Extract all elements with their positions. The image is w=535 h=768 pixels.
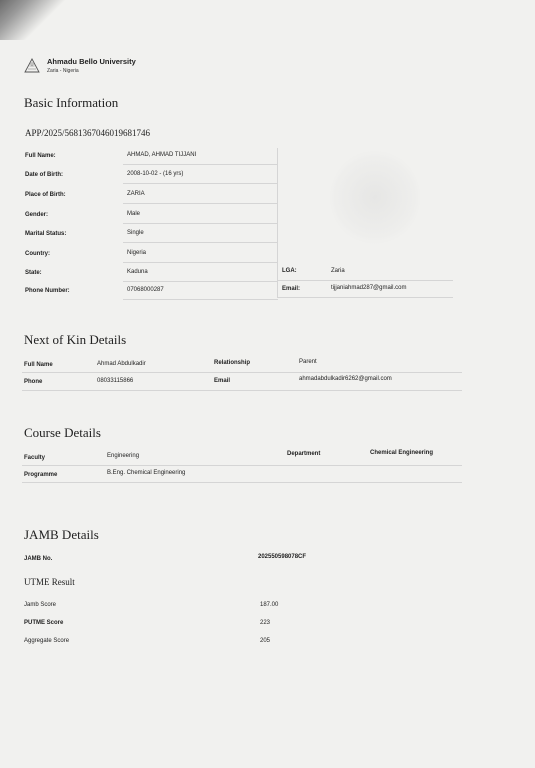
score-value: 223 <box>260 620 271 626</box>
kin-phone-value: 08033115866 <box>97 378 134 384</box>
basic-field-label: Marital Status: <box>25 231 67 237</box>
row-divider <box>123 281 278 282</box>
basic-field-value: 2008-10-02 - (16 yrs) <box>127 171 184 177</box>
basic-field-value: Male <box>127 211 141 217</box>
utme-result-heading: UTME Result <box>24 577 75 587</box>
basic-field-value: Kaduna <box>127 269 148 275</box>
score-label: Aggregate Score <box>24 638 70 644</box>
basic-field-value: ZARIA <box>127 191 145 197</box>
score-value: 205 <box>260 638 271 644</box>
university-name: Ahmadu Bello University <box>47 57 136 66</box>
column-divider <box>277 148 278 298</box>
basic-field-label: Place of Birth: <box>25 192 66 198</box>
row-divider <box>22 390 462 391</box>
score-label: PUTME Score <box>24 620 64 626</box>
basic-field-label: Gender: <box>25 212 49 218</box>
row-divider <box>123 183 278 184</box>
department-value: Chemical Engineering <box>370 450 434 456</box>
basic-field-value: AHMAD, AHMAD TIJJANI <box>127 152 197 158</box>
kin-phone-label: Phone <box>24 379 43 385</box>
course-details-heading: Course Details <box>24 425 101 440</box>
next-of-kin-heading: Next of Kin Details <box>24 332 127 347</box>
kin-relationship-value: Parent <box>299 359 317 365</box>
score-value: 187.00 <box>260 602 279 608</box>
kin-email-value: ahmadabdulkadir6262@gmail.com <box>299 376 392 382</box>
basic-field-label: Full Name: <box>25 153 56 159</box>
programme-value: B.Eng. Chemical Engineering <box>107 470 186 476</box>
score-label: Jamb Score <box>24 602 57 608</box>
row-divider <box>123 299 278 300</box>
faculty-label: Faculty <box>24 455 46 461</box>
basic-information-heading: Basic Information <box>24 95 119 110</box>
kin-email-label: Email <box>214 378 231 384</box>
page-corner-shadow <box>0 0 70 40</box>
row-divider <box>22 465 462 466</box>
basic-field-value: 07068000287 <box>127 287 164 293</box>
row-divider <box>278 280 453 281</box>
row-divider <box>123 203 278 204</box>
jamb-details-heading: JAMB Details <box>24 527 99 542</box>
kin-relationship-label: Relationship <box>214 360 251 366</box>
basic-field-label: Phone Number: <box>25 288 70 294</box>
jamb-no-value: 202550598078CF <box>258 554 307 560</box>
row-divider <box>123 242 278 243</box>
kin-full-name-value: Ahmad Abdulkadir <box>97 361 146 367</box>
email-label: Email: <box>282 286 301 292</box>
lga-label: LGA: <box>282 268 297 274</box>
jamb-no-label: JAMB No. <box>24 556 53 562</box>
basic-field-label: State: <box>25 270 42 276</box>
university-logo-icon <box>24 58 40 74</box>
row-divider <box>123 164 278 165</box>
row-divider <box>123 223 278 224</box>
kin-full-name-label: Full Name <box>24 362 53 368</box>
row-divider <box>22 372 462 373</box>
watermark-seal <box>330 150 420 245</box>
application-id: APP/2025/5681367046019681746 <box>25 128 151 138</box>
basic-field-value: Single <box>127 230 144 236</box>
university-location: Zaria - Nigeria <box>47 68 79 74</box>
row-divider <box>278 297 453 298</box>
email-value: tijjaniahmad287@gmail.com <box>331 285 407 291</box>
department-label: Department <box>287 451 321 457</box>
faculty-value: Engineering <box>107 453 140 459</box>
row-divider <box>22 482 462 483</box>
basic-field-label: Country: <box>25 251 50 257</box>
basic-field-label: Date of Birth: <box>25 172 63 178</box>
basic-field-value: Nigeria <box>127 250 147 256</box>
row-divider <box>123 262 278 263</box>
lga-value: Zaria <box>331 268 345 274</box>
programme-label: Programme <box>24 472 58 478</box>
